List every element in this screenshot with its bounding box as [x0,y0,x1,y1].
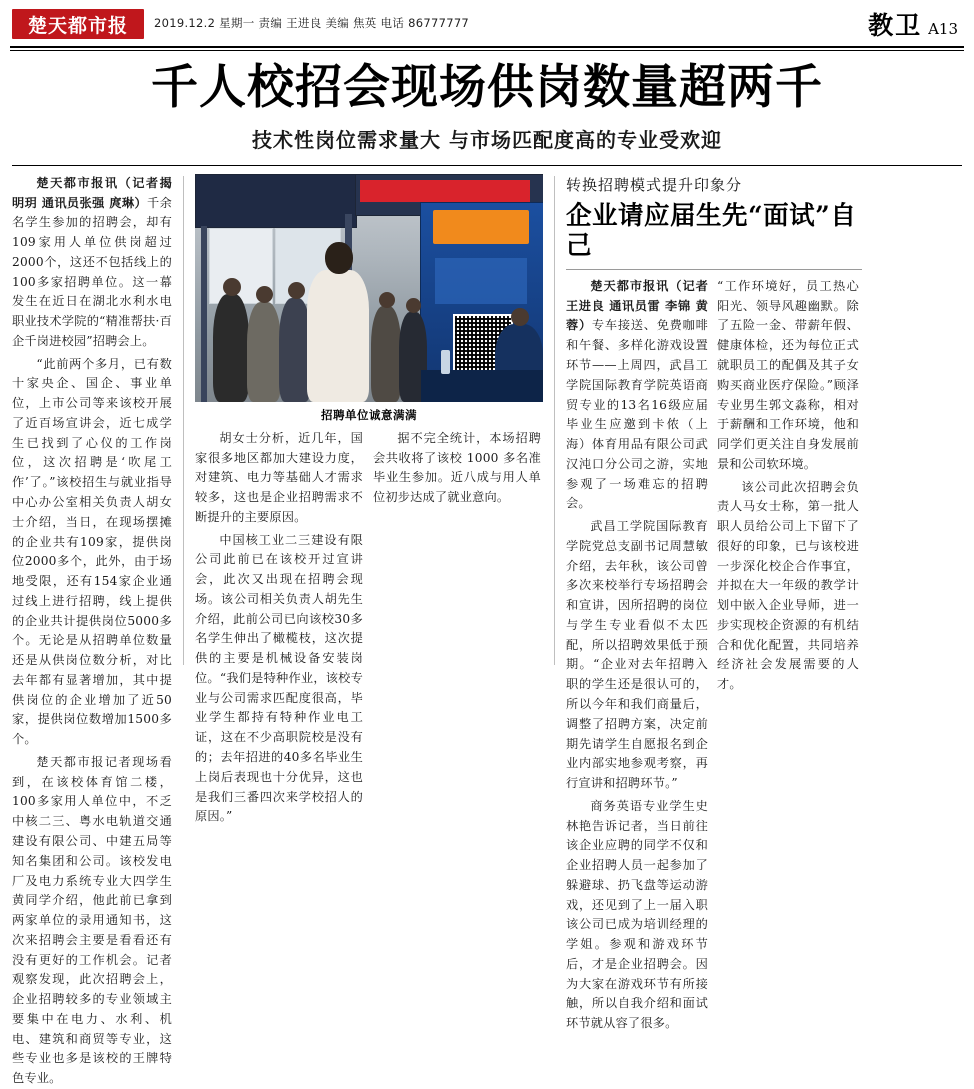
second-story-kicker: 转换招聘模式提升印象分 [566,175,743,194]
paragraph: 武昌工学院国际教育学院党总支副书记周慧敏介绍，去年秋，该公司曾多次来校举行专场招聘会和宣讲，因所招聘的岗位与学生专业看似不太匹配，所以招聘效果低于预期。“企业对去年招聘入职的学生还是很认可的，所以今年和我们商量后，调整了招聘方案，决定前期先请学生自愿报名到企业内部实地参观考察，再行宣讲和招聘环节。” [566,519,708,791]
paragraph-text: 千余名学生参加的招聘会，却有109家用人单位供岗超过2000个，这还不包括线上的100多家招聘单位。这一幕发生在近日在湖北水利水电职业技术学院的“精准帮扶·百企千岗进校园”招聘会上。 [12,195,172,348]
photo-caption: 招聘单位诚意满满 [321,407,417,422]
photo-person-head [511,308,529,326]
photo-person-main [307,270,369,402]
photo-bottle [441,350,450,374]
column-4 [566,277,708,1037]
second-story-columns [566,277,862,1037]
photo-booth-frame [195,174,357,228]
photo-person-head [256,286,273,303]
paragraph: 据不完全统计，本场招聘会共收将了该校 1000 多名准毕业生参加。近八成与用人单位初步达成了就业意向。 [373,430,541,505]
column-2-text [195,429,543,830]
photo-person-head [288,282,305,299]
column-1 [12,174,172,1086]
paragraph [566,277,708,514]
masthead [0,0,974,44]
photo-orange-banner [433,210,529,244]
photo-person-head [406,298,421,313]
main-subheadline: 技术性岗位需求量大 与市场匹配度高的专业受欢迎 [252,127,722,152]
photo-booth-post [201,226,207,402]
paragraph: “工作环境好，员工热心阳光、领导风趣幽默。除了五险一金、带薪年假、健康体检，还为每位正式就职员工的配偶及其子女购买商业医疗保险。”顾泽专业男生郭文淼称，相对于薪酬和工作环境，他和同学们更关注自身发展前景和公司软环境。 [717,278,859,471]
column-5 [717,277,859,1037]
paragraph: 该公司此次招聘会负责人马女士称，第一批人职人员给公司上下留下了很好的印象，已与该校进一步深化校企合作事宜，并拟在大一年级的教学计划中嵌入企业导师，进一步实现校企资源的有机结合和优化配置，共同培养经济社会发展需要的人才。 [717,479,859,692]
byline: 楚天都市报讯（记者王进良 通讯员雷 李锦 黄蓉） [566,278,708,333]
photo-panel-text-block [435,258,527,304]
byline: 楚天都市报讯（记者揭明玥 通讯员张强 庹琳） [12,175,172,210]
column-divider [183,176,184,665]
headline-block [0,51,974,155]
photo-person-head [379,292,395,308]
masthead-right [868,6,962,42]
paragraph: 中国核工业二三建设有限公司此前已在该校开过宣讲会，此次又出现在招聘会现场。该公司相关负责人胡先生介绍，此前公司已向该校30多名学生伸出了橄榄枝，这次提供的主要是机械设备安装岗位。“我们是特种作业，该校专业与公司需求匹配度很高，毕业学生都持有特种作业电工证，这在不少高职院校是没有的；去年招进的40多名毕业生上岗后表现也十分优异，这也是我们三番四次来学校招人的原因。” [195,532,363,824]
photo-person [247,302,281,402]
column-divider [554,176,555,665]
column-2b [373,429,541,830]
section-name: 教卫 [868,11,923,40]
paragraph [12,174,172,352]
main-headline: 千人校招会现场供岗数量超两千 [151,60,823,115]
paragraph-text: 专车接送、免费咖啡和午餐、多样化游戏设置环节——上周四，武昌工学院国际教育学院英语商贸专业的13名16级应届毕业生应邀到卡侬（上海）体育用品有限公司武汉沌口分公司之游，实地参观了一场难忘的招聘会。 [566,318,708,511]
photo-person [371,306,401,402]
photo-person-head [325,242,353,274]
paragraph: 胡女士分析，近几年，国家很多地区都加大建设力度，对建筑、电力等基础人才需求较多，这也是企业招聘需求不断提升的主要原因。 [195,430,363,524]
second-story [566,174,862,1031]
second-story-headline: 企业请应届生先“面试”自己 [566,200,857,261]
photo-person-head [223,278,241,296]
page-number: A13 [928,20,958,38]
paragraph: “此前两个多月，已有数十家央企、国企、事业单位，上市公司等来该校开展了近百场宣讲会，近七成学生已找到了心仪的工作岗位，这次招聘是‘吹尾工作’了。”该校招生与就业指导中心办公室相关负责人胡女士介绍，当日，在现场摆摊的企业共有109家，提供岗位2000多个，此外，由于场地受限，还有154家企业通过线上进行招聘，线上提供的企业共计提供岗位5000多个。无论是从招聘单位数量还是从供岗位数分析，对比去年都有显著增加，其中提供岗位的企业增加了近50家，提供岗位数增加1500多个。 [12,356,172,747]
column-2a [195,429,363,830]
newspaper-logo: 楚天都市报 [12,9,144,39]
masthead-rule [10,46,964,48]
photo-person [213,294,249,402]
paragraph: 商务英语专业学生史林艳告诉记者，当日前往该企业应聘的同学不仅和企业招聘人员一起参加了躲避球、扔飞盘等运动游戏，还见到了上一届入职该公司已成为培训经理的学姐。参观和游戏环节后，才是企业招聘会。因为大家在游戏环节有所接触，所以自我介绍和面试环节就从容了很多。 [566,798,708,1031]
photo-desk [421,370,543,402]
paragraph: 楚天都市报记者现场看到，在该校体育馆二楼，100多家用人单位中，不乏中核二三、粤水电轨道交通建设有限公司、中建五局等知名集团和公司。该校发电厂及电力系统专业大四学生黄同学介绍，他此前已拿到两家单位的录用通知书，这次来招聘会主要是看看还有没有更好的工作机会。记者观察发现，此次招聘会上，企业招聘较多的专业领域主要集中在电力、水利、机电、建筑和商贸等专业，这些专业也多是该校的王牌特色专业。 [12,754,172,1086]
masthead-meta: 2019.12.2 星期一 责编 王进良 美编 焦英 电话 86777777 [154,16,470,30]
photo-banner [360,180,530,202]
job-fair-photo [195,174,543,402]
second-story-rule [566,269,862,270]
column-2 [195,174,543,824]
article-body [0,166,974,1086]
